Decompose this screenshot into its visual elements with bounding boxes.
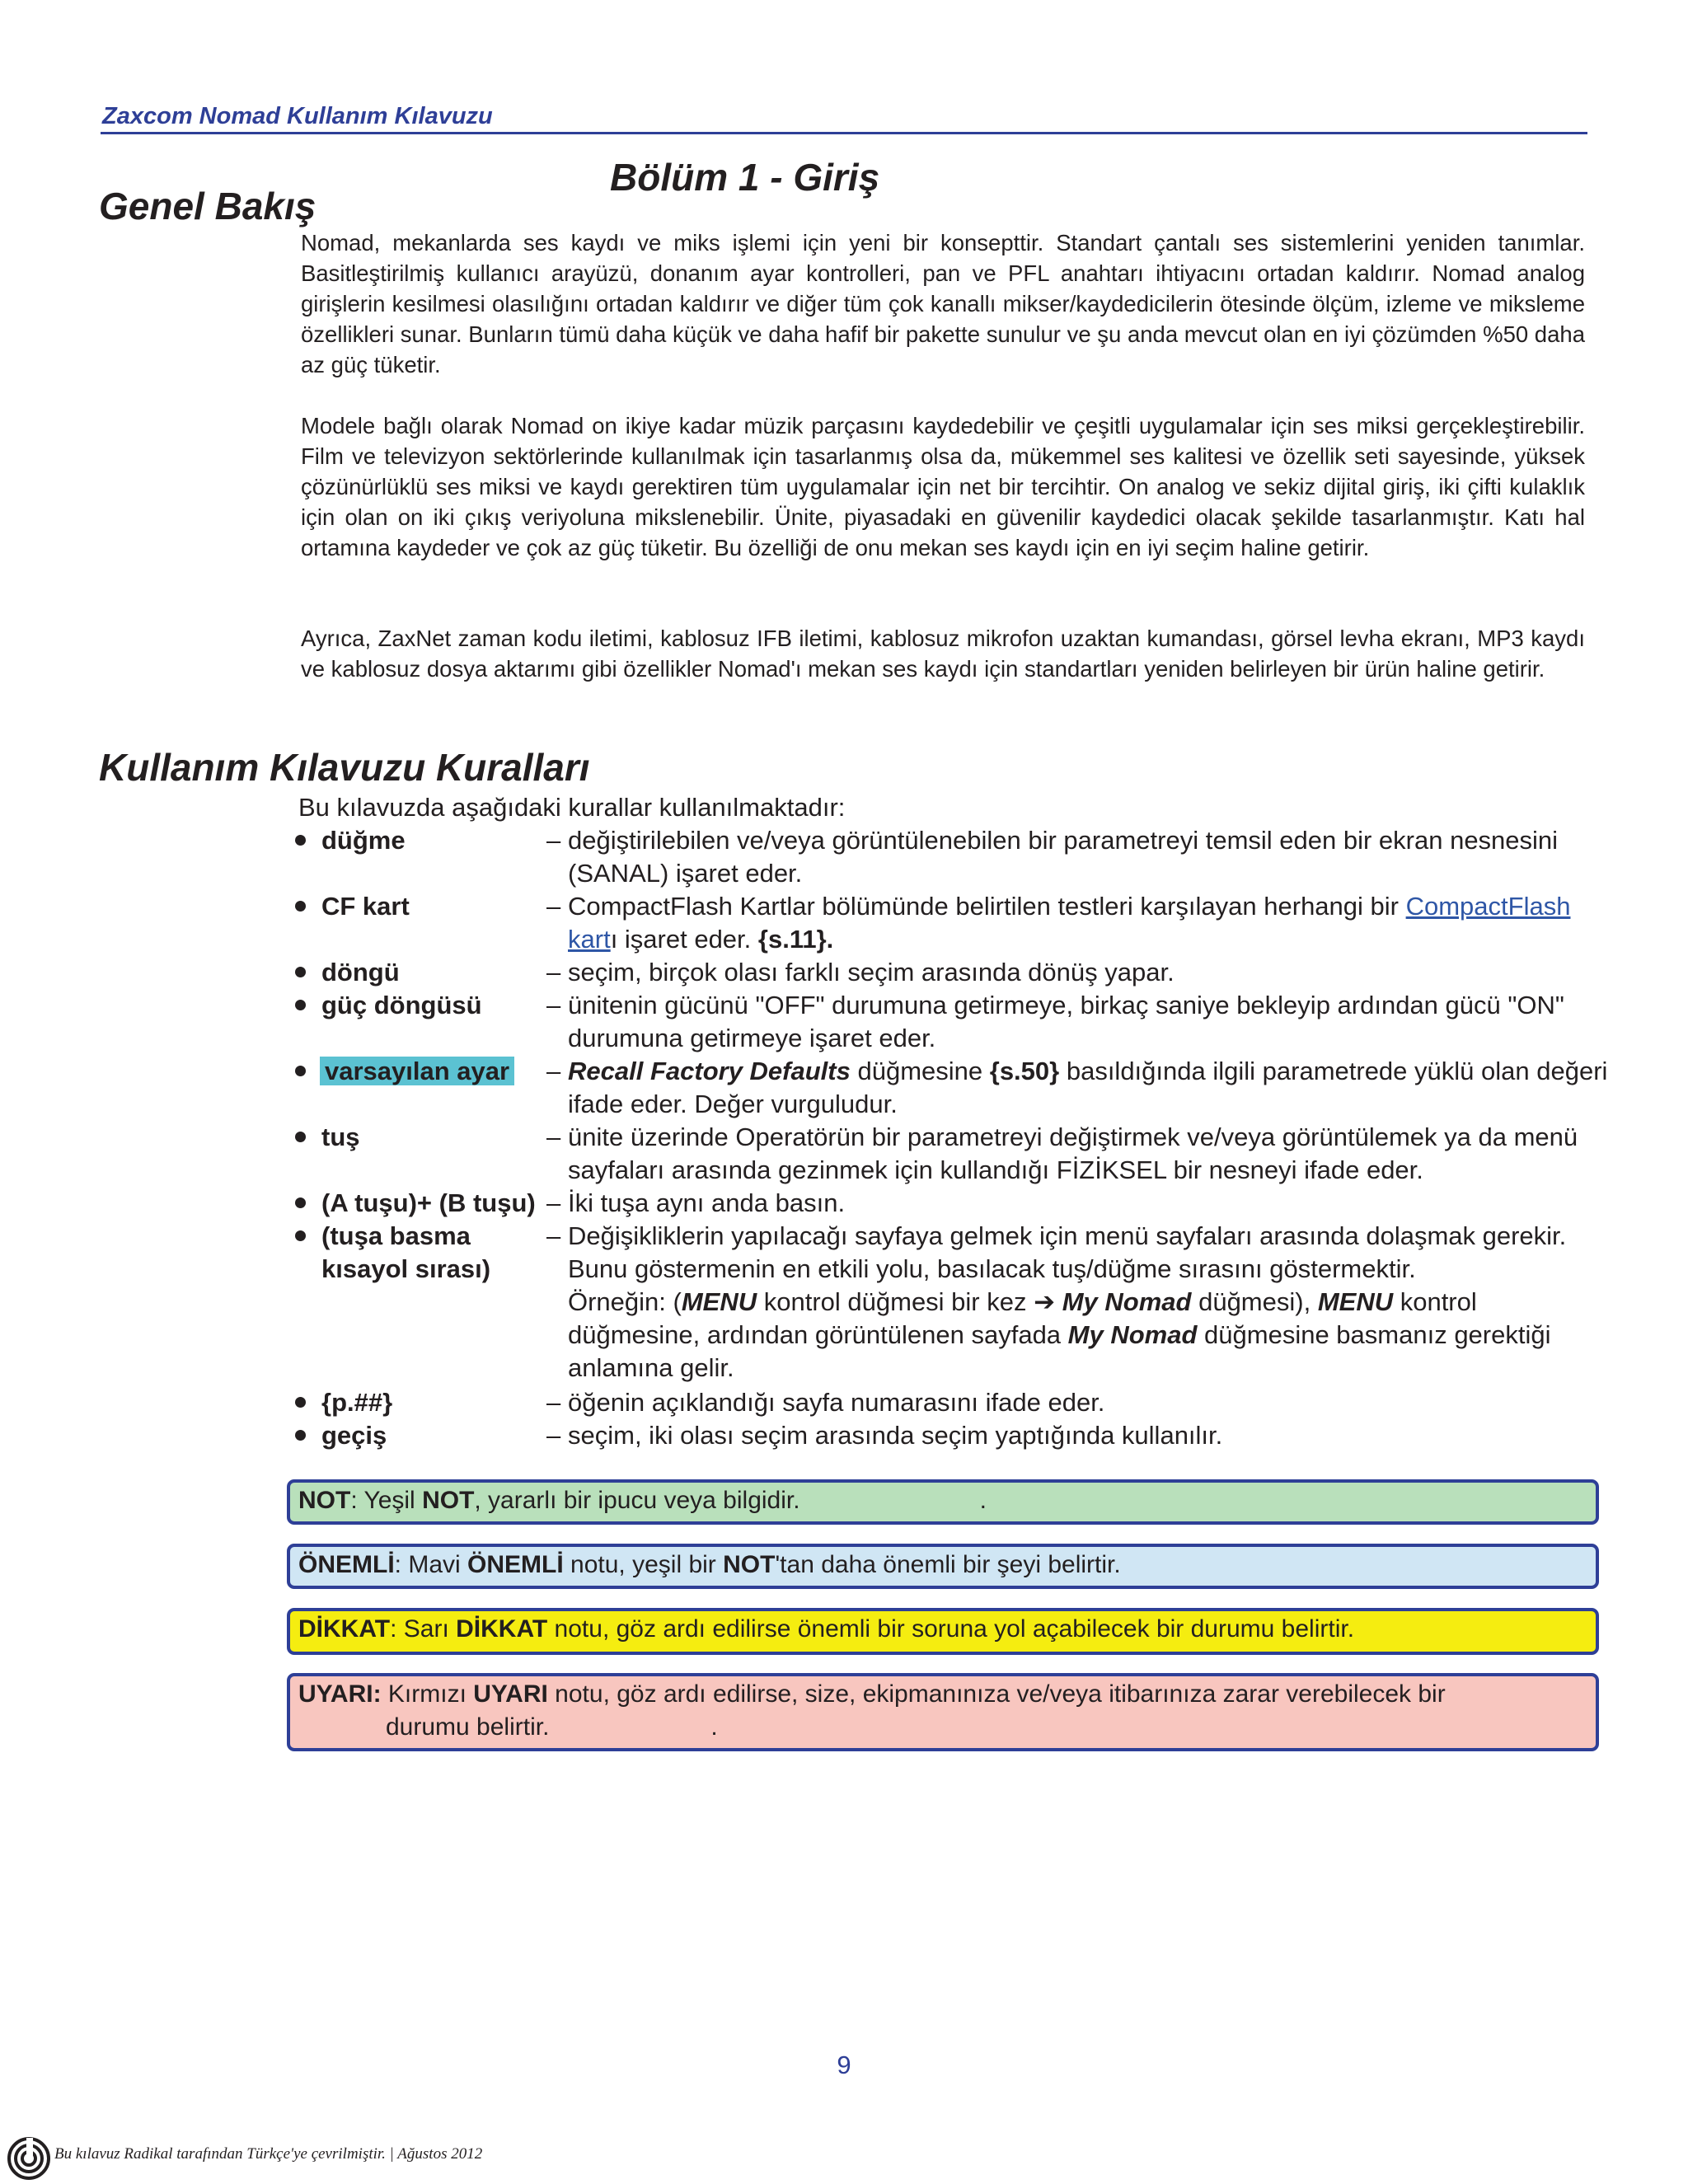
dash: – bbox=[546, 958, 561, 987]
manual-title: Zaxcom Nomad Kullanım Kılavuzu bbox=[102, 103, 493, 129]
description: öğenin açıklandığı sayfa numarasını ifade eder. bbox=[568, 1388, 1105, 1417]
compactflash-link[interactable]: CompactFlash bbox=[1405, 892, 1571, 921]
description: seçim, birçok olası farklı seçim arasında dönüş yapar. bbox=[568, 958, 1175, 987]
bullet-icon bbox=[295, 967, 306, 977]
conventions-heading: Kullanım Kılavuzu Kuralları bbox=[99, 746, 590, 789]
description: ünitenin gücünü "OFF" durumuna getirmeye, birkaç saniye bekleyip ardından gücü "ON" durumuna getirmeye işaret eder. bbox=[568, 991, 1564, 1052]
term: (tuşa basma kısayol sırası) bbox=[321, 1221, 491, 1283]
page-ref: {s.11}. bbox=[757, 925, 834, 954]
overview-paragraph-1: Nomad, mekanlarda ses kaydı ve miks işlemi için yeni bir konsepttir. Standart çantalı ses sistemlerini yeniden tanımlar. Basitleştirilmiş kullanıcı arayüzü, donanım ayar kontrolleri, pan ve PFL anahtarı ihtiyacını ortadan kaldırır. Nomad analog girişlerin kesilmesi olasılığını ortadan kaldırır ve diğer tüm çok kanallı mikser/kaydedicilerin ötesinde ölçüm, izleme ve miksleme özellikleri sunar. Bunların tümü daha küçük ve daha hafif bir pakette sunulur ve şu anda mevcut olan en iyi çözümden %50 daha az güç tüketir. bbox=[301, 230, 1585, 377]
bullet-icon bbox=[295, 1132, 306, 1142]
chapter-title: Bölüm 1 - Giriş bbox=[610, 156, 880, 199]
description: CompactFlash Kartlar bölümünde belirtilen testleri karşılayan herhangi bir CompactFlash kartı işaret eder. {s.11}. bbox=[568, 892, 1571, 954]
overview-paragraph-2: Modele bağlı olarak Nomad on ikiye kadar müzik parçasını kaydedebilir ve çeşitli uygulamalar için ses miksi gerçekleştirebilir. Film ve televizyon sektörlerinde kullanılmak için tasarlanmış olsa da, mükemmel ses kalitesi ve özellik seti sayesinde, yüksek çözünürlüklü ses miksi ve kaydı gerektiren tüm uygulamalar için net bir tercihtir. On analog ve sekiz dijital giriş, iki çifti kulaklık için olan on iki çıkış veriyoluna mikslenebilir. Ünite, piyasadaki en güvenilir kaydedici olacak şekilde tasarlanmıştır. Katı hal ortamına kaydeder ve çok az güç tüketir. Bu özelliği de onu mekan ses kaydı için en iyi seçim haline getirir. bbox=[301, 413, 1585, 560]
description: Recall Factory Defaults düğmesine {s.50} basıldığında ilgili parametrede yüklü olan değeri ifade eder. Değer vurguludur. bbox=[568, 1057, 1608, 1118]
compactflash-link-cont[interactable]: kart bbox=[568, 925, 611, 954]
dash: – bbox=[546, 892, 561, 921]
overview-paragraph-3: Ayrıca, ZaxNet zaman kodu iletimi, kablosuz IFB iletimi, kablosuz mikrofon uzaktan kumandası, görsel levha ekranı, MP3 kaydı ve kablosuz dosya aktarımı gibi özellikler Nomad'ı mekan ses kaydı için standartları yeniden belirleyen bir ürün haline getirir. bbox=[301, 626, 1585, 682]
dash: – bbox=[546, 1188, 561, 1217]
term: (A tuşu)+ (B tuşu) bbox=[321, 1188, 536, 1217]
highlighted-term: varsayılan ayar bbox=[320, 1057, 514, 1085]
bullet-icon bbox=[295, 1000, 306, 1010]
term: geçiş bbox=[321, 1421, 387, 1450]
page-header bbox=[101, 97, 1587, 134]
page-number: 9 bbox=[837, 2050, 851, 2079]
overview-heading: Genel Bakış bbox=[99, 185, 316, 227]
arrow-right-icon: ➔ bbox=[1034, 1287, 1056, 1316]
dash: – bbox=[546, 1122, 561, 1151]
dash: – bbox=[546, 991, 561, 1019]
important-box: ÖNEMLİ: Mavi ÖNEMLİ notu, yeşil bir NOT'tan daha önemli bir şeyi belirtir. bbox=[287, 1544, 1599, 1589]
caution-box: DİKKAT: Sarı DİKKAT notu, göz ardı edilirse önemli bir soruna yol açabilecek bir durumu belirtir. bbox=[287, 1608, 1599, 1655]
bullet-icon bbox=[295, 1230, 306, 1241]
description: seçim, iki olası seçim arasında seçim yaptığında kullanılır. bbox=[568, 1421, 1223, 1450]
term: {p.##} bbox=[321, 1388, 393, 1417]
bullet-icon bbox=[295, 1066, 306, 1076]
dash: – bbox=[546, 1221, 561, 1250]
bullet-icon bbox=[295, 835, 306, 846]
term: döngü bbox=[321, 958, 400, 987]
note-box: NOT: Yeşil NOT, yararlı bir ipucu veya bilgidir. . bbox=[287, 1479, 1599, 1525]
term bbox=[321, 1055, 514, 1088]
term: tuş bbox=[321, 1122, 360, 1151]
dash: – bbox=[546, 826, 561, 855]
bullet-icon bbox=[295, 1397, 306, 1408]
term: güç döngüsü bbox=[321, 991, 482, 1019]
term: CF kart bbox=[321, 892, 410, 921]
translator-logo-icon bbox=[7, 2136, 51, 2181]
bullet-icon bbox=[295, 1430, 306, 1441]
description: İki tuşa aynı anda basın. bbox=[568, 1188, 846, 1217]
dash: – bbox=[546, 1421, 561, 1450]
description: ünite üzerinde Operatörün bir parametreyi değiştirmek ve/veya görüntülemek ya da menü sayfaları arasında gezinmek için kullandığı FİZİKSEL bir nesneyi ifade eder. bbox=[568, 1122, 1578, 1184]
warning-box: UYARI: Kırmızı UYARI notu, göz ardı edilirse, size, ekipmanınıza ve/veya itibarınıza zarar verebilecek bir durumu belirtir. . bbox=[287, 1673, 1599, 1751]
description: Değişikliklerin yapılacağı sayfaya gelmek için menü sayfaları arasında dolaşmak gerekir. Bunu göstermenin en etkili yolu, basılacak tuş/düğme sırasını göstermektir. Örneğin: (MENU kontrol düğmesi bir kez ➔ My Nomad düğmesi), MENU kontrol düğmesine, ardından görüntülenen sayfada My Nomad düğmesine basmanız gerektiği anlamına gelir. bbox=[568, 1221, 1567, 1382]
bullet-icon bbox=[295, 901, 306, 912]
term: düğme bbox=[321, 826, 406, 855]
conventions-intro: Bu kılavuzda aşağıdaki kurallar kullanılmaktadır: bbox=[298, 793, 846, 822]
dash: – bbox=[546, 1388, 561, 1417]
bullet-icon bbox=[295, 1197, 306, 1208]
description: değiştirilebilen ve/veya görüntülenebilen bir parametreyi temsil eden bir ekran nesnesini (SANAL) işaret eder. bbox=[568, 826, 1559, 888]
dash: – bbox=[546, 1057, 561, 1085]
footer-credit: Bu kılavuz Radikal tarafından Türkçe'ye çevrilmiştir. | Ağustos 2012 bbox=[54, 2145, 483, 2163]
